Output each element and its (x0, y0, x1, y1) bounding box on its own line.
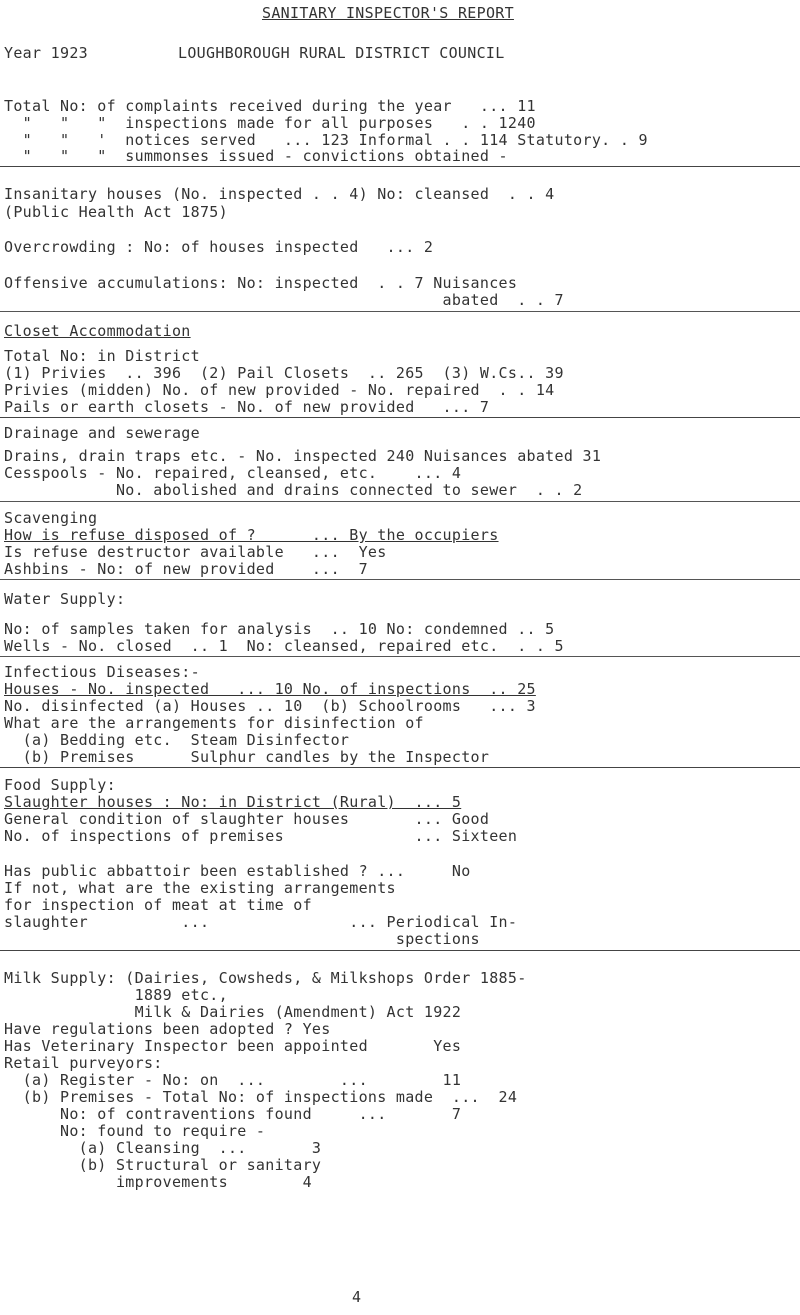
drainage-line: No. abolished and drains connected to sewer . . 2 (4, 481, 583, 499)
infectious-line: Houses - No. inspected ... 10 No. of inspections .. 25 (4, 680, 536, 698)
food-line: If not, what are the existing arrangements (4, 879, 396, 897)
food-line: spections (4, 930, 480, 948)
milk-line: Retail purveyors: (4, 1054, 163, 1072)
section-divider (0, 656, 800, 657)
water-line: Wells - No. closed .. 1 No: cleansed, repaired etc. . . 5 (4, 637, 564, 655)
scavenging-heading: Scavenging (4, 509, 98, 527)
scavenging-line: How is refuse disposed of ? ... By the occupiers (4, 526, 499, 544)
section-divider (0, 311, 800, 312)
milk-line: No: found to require - (4, 1122, 266, 1140)
water-line: No: of samples taken for analysis .. 10 No: condemned .. 5 (4, 620, 555, 638)
drainage-line: Cesspools - No. repaired, cleansed, etc. ... 4 (4, 464, 462, 482)
milk-line: (b) Structural or sanitary (4, 1156, 322, 1174)
totals-line: " " " summonses issued - convictions obtained - (4, 147, 508, 165)
section-divider (0, 501, 800, 502)
food-line: Slaughter houses : No: in District (Rural) ... 5 (4, 793, 462, 811)
food-line: Has public abbattoir been established ? ... No (4, 862, 471, 880)
milk-line: 1889 etc., (4, 986, 228, 1004)
food-line: General condition of slaughter houses ... Good (4, 810, 490, 828)
section-divider (0, 950, 800, 951)
council-name: LOUGHBOROUGH RURAL DISTRICT COUNCIL (178, 44, 505, 62)
totals-line: " " " inspections made for all purposes . . 1240 (4, 114, 536, 132)
milk-line: (a) Cleansing ... 3 (4, 1139, 322, 1157)
milk-line: improvements 4 (4, 1173, 312, 1191)
infectious-line: What are the arrangements for disinfection of (4, 714, 424, 732)
infectious-line: (b) Premises Sulphur candles by the Inspector (4, 748, 490, 766)
closet-line: Pails or earth closets - No. of new provided ... 7 (4, 398, 490, 416)
food-heading: Food Supply: (4, 776, 116, 794)
milk-line: Has Veterinary Inspector been appointed Yes (4, 1037, 462, 1055)
drainage-line: Drains, drain traps etc. - No. inspected 240 Nuisances abated 31 (4, 447, 602, 465)
scavenging-line: Ashbins - No: of new provided ... 7 (4, 560, 368, 578)
section-divider (0, 166, 800, 167)
food-line: slaughter ... ... Periodical In- (4, 913, 518, 931)
milk-line: No: of contraventions found ... 7 (4, 1105, 462, 1123)
food-line: for inspection of meat at time of (4, 896, 312, 914)
scavenging-line: Is refuse destructor available ... Yes (4, 543, 387, 561)
closet-line: (1) Privies .. 396 (2) Pail Closets .. 265 (3) W.Cs.. 39 (4, 364, 564, 382)
closet-heading: Closet Accommodation (4, 322, 191, 340)
page-number: 4 (352, 1288, 362, 1306)
milk-line: Milk Supply: (Dairies, Cowsheds, & Milkshops Order 1885- (4, 969, 527, 987)
insanitary-line: (Public Health Act 1875) (4, 203, 228, 221)
offensive-line: abated . . 7 (4, 291, 564, 309)
insanitary-line: Insanitary houses (No. inspected . . 4) No: cleansed . . 4 (4, 185, 555, 203)
offensive-line: Offensive accumulations: No: inspected . . 7 Nuisances (4, 274, 518, 292)
milk-line: (b) Premises - Total No: of inspections made ... 24 (4, 1088, 518, 1106)
section-divider (0, 417, 800, 418)
water-heading: Water Supply: (4, 590, 126, 608)
report-year: Year 1923 (4, 44, 88, 62)
drainage-heading: Drainage and sewerage (4, 424, 200, 442)
report-title: SANITARY INSPECTOR'S REPORT (262, 4, 514, 22)
closet-line: Privies (midden) No. of new provided - No. repaired . . 14 (4, 381, 555, 399)
section-divider (0, 579, 800, 580)
milk-line: (a) Register - No: on ... ... 11 (4, 1071, 462, 1089)
milk-line: Milk & Dairies (Amendment) Act 1922 (4, 1003, 462, 1021)
infectious-heading: Infectious Diseases:- (4, 663, 200, 681)
totals-line: " " ' notices served ... 123 Informal . . 114 Statutory. . 9 (4, 131, 648, 149)
closet-line: Total No: in District (4, 347, 200, 365)
milk-line: Have regulations been adopted ? Yes (4, 1020, 331, 1038)
food-line: No. of inspections of premises ... Sixteen (4, 827, 518, 845)
infectious-line: No. disinfected (a) Houses .. 10 (b) Schoolrooms ... 3 (4, 697, 536, 715)
overcrowding-line: Overcrowding : No: of houses inspected ... 2 (4, 238, 434, 256)
totals-line: Total No: of complaints received during the year ... 11 (4, 97, 536, 115)
infectious-line: (a) Bedding etc. Steam Disinfector (4, 731, 350, 749)
section-divider (0, 767, 800, 768)
